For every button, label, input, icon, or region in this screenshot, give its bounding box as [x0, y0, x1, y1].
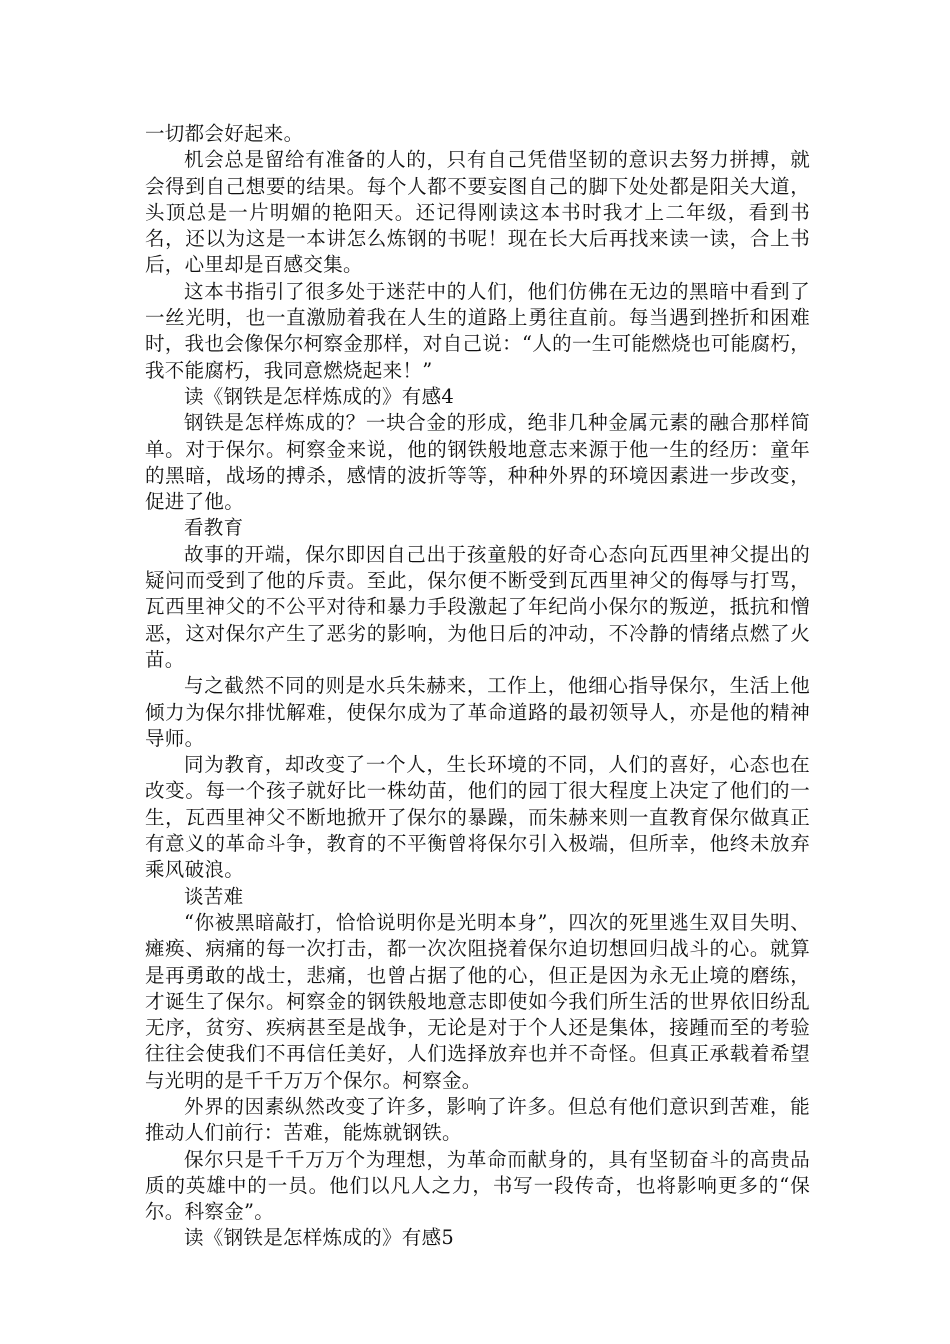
paragraph: 外界的因素纵然改变了许多，影响了许多。但总有他们意识到苦难，能推动人们前行：苦难，能炼就钢铁。 [145, 1094, 810, 1145]
paragraph: 同为教育，却改变了一个人，生长环境的不同，人们的喜好，心态也在改变。每一个孩子就好比一株幼苗，他们的园丁很大程度上决定了他们的一生，瓦西里神父不断地掀开了保尔的暴躁，而朱赫来则一直教育保尔做真正有意义的革命斗争，教育的不平衡曾将保尔引入极端，但所幸，他终未放弃乘风破浪。 [145, 753, 810, 882]
paragraph: 机会总是留给有准备的人的，只有自己凭借坚韧的意识去努力拼搏，就会得到自己想要的结果。每个人都不要妄图自己的脚下处处都是阳关大道，头顶总是一片明媚的艳阳天。还记得刚读这本书时我才上二年级，看到书名，还以为这是一本讲怎么炼钢的书呢！现在长大后再找来读一读，合上书后，心里却是百感交集。 [145, 148, 810, 277]
section-heading: 看教育 [184, 516, 244, 540]
paragraph: 与之截然不同的则是水兵朱赫来，工作上，他细心指导保尔，生活上他倾力为保尔排忧解难，使保尔成为了革命道路的最初领导人，亦是他的精神导师。 [145, 674, 810, 750]
paragraph: 钢铁是怎样炼成的？一块合金的形成，绝非几种金属元素的融合那样简单。对于保尔。柯察金来说，他的钢铁般地意志来源于他一生的经历：童年的黑暗，战场的搏杀，感情的波折等等，种种外界的环境因素进一步改变，促进了他。 [145, 411, 810, 514]
paragraph: 保尔只是千千万万个为理想，为革命而献身的，具有坚韧奋斗的高贵品质的英雄中的一员。他们以凡人之力，书写一段传奇，也将影响更多的“保尔。科察金”。 [145, 1147, 810, 1224]
paragraph: 这本书指引了很多处于迷茫中的人们，他们仿佛在无边的黑暗中看到了一丝光明，也一直激励着我在人生的道路上勇往直前。每当遇到挫折和困难时，我也会像保尔柯察金那样，对自己说：“人的一生可能燃烧也可能腐朽，我不能腐朽，我同意燃烧起来！” [145, 279, 810, 382]
paragraph: 故事的开端，保尔即因自己出于孩童般的好奇心态向瓦西里神父提出的疑问而受到了他的斥责。至此，保尔便不断受到瓦西里神父的侮辱与打骂，瓦西里神父的不公平对待和暴力手段激起了年纪尚小保尔的叛逆，抵抗和憎恶，这对保尔产生了恶劣的影响，为他日后的冲动，不冷静的情绪点燃了火苗。 [145, 542, 810, 671]
document-page [145, 121, 810, 1252]
section-heading: 读《钢铁是怎样炼成的》有感5 [184, 1226, 455, 1250]
section-heading: 谈苦难 [184, 884, 244, 908]
paragraph: “你被黑暗敲打，恰恰说明你是光明本身”，四次的死里逃生双目失明、瘫痪、病痛的每一次打击，都一次次阻挠着保尔迫切想回归战斗的心。就算是再勇敢的战士，悲痛，也曾占据了他的心，但正是因为永无止境的磨练，才诞生了保尔。柯察金的钢铁般地意志即使如今我们所生活的世界依旧纷乱无序，贫穷、疾病甚至是战争，无论是对于个人还是集体，接踵而至的考验往往会使我们不再信任美好，人们选择放弃也并不奇怪。但真正承载着希望与光明的是千千万万个保尔。柯察金。 [145, 910, 810, 1092]
paragraph: 一切都会好起来。 [145, 122, 304, 145]
section-heading: 读《钢铁是怎样炼成的》有感4 [184, 384, 455, 408]
